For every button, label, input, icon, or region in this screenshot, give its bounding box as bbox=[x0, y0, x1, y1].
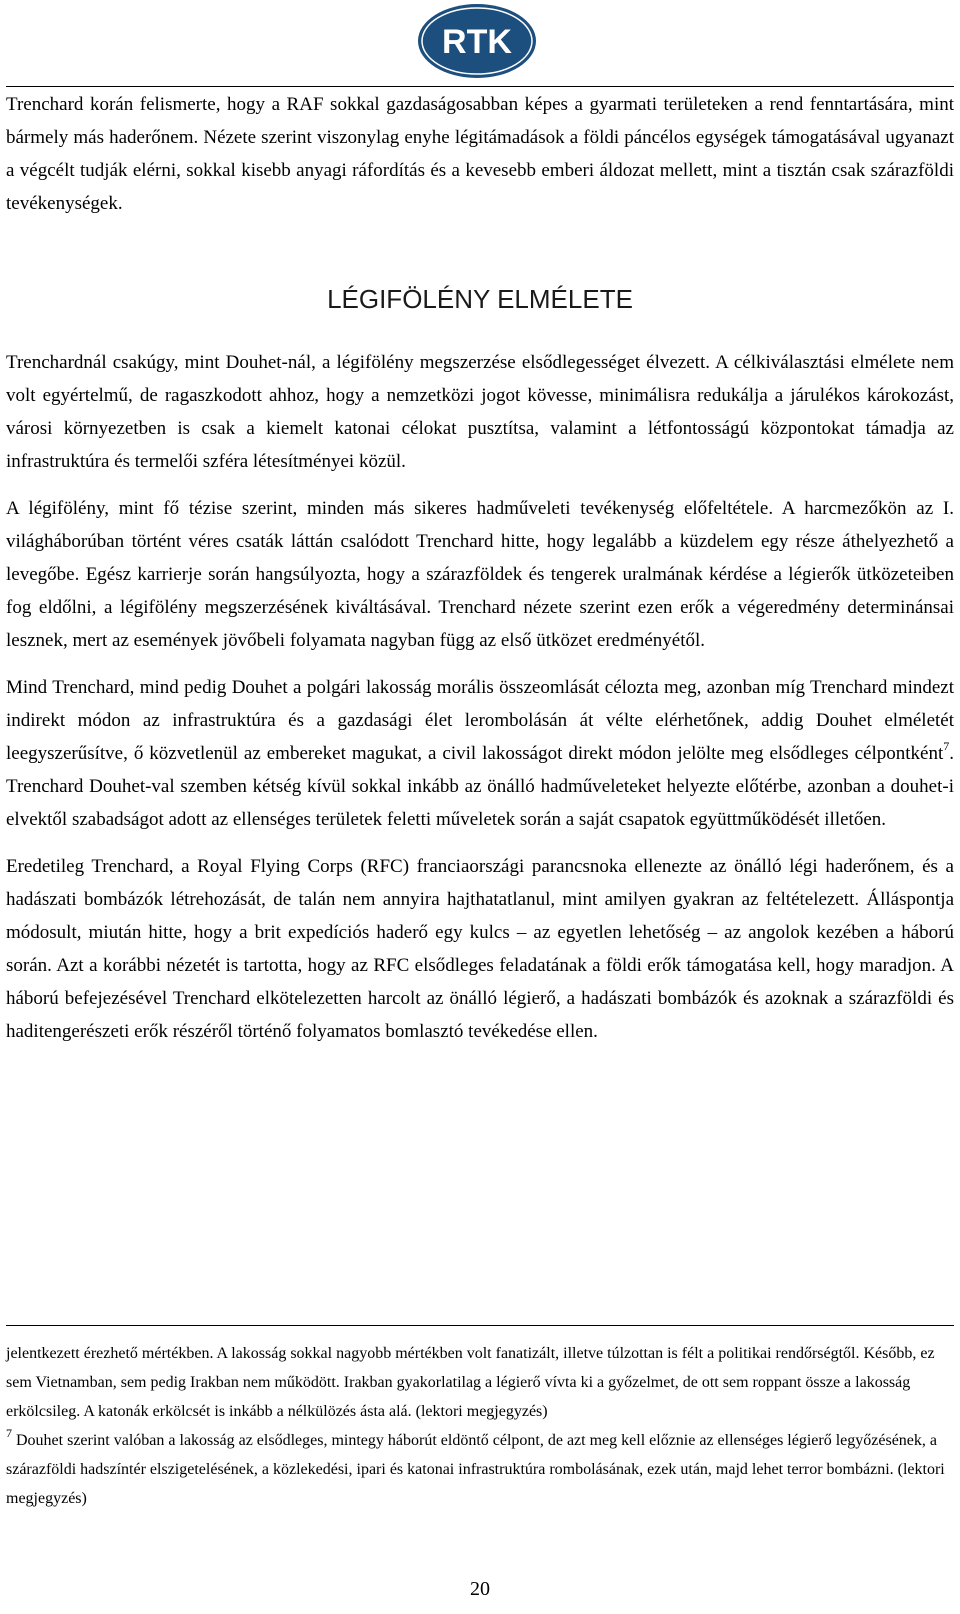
logo-text: RTK bbox=[442, 23, 512, 61]
footnote-divider bbox=[6, 1325, 954, 1326]
footnotes bbox=[6, 1339, 954, 1513]
footnote-7-marker: 7 bbox=[6, 1425, 12, 1440]
main-text bbox=[6, 88, 954, 234]
footnote-7 bbox=[6, 1426, 954, 1513]
rtk-logo-icon bbox=[416, 3, 538, 79]
paragraph-5: Eredetileg Trenchard, a Royal Flying Corps (RFC) franciaországi parancsnoka ellenezte az önálló légi haderőnem, és a hadászati bombázók létrehozását, de talán nem annyira hajthatatlanul, mint amilyen gyakran az feltételezett. Álláspontja módosult, miután hitte, hogy a brit expedíciós haderő egy kulcs – az egyetlen lehetőség – az angolok kezében a háború során. Azt a korábbi nézetét is tartotta, hogy az RFC elsődleges feladatának a földi erők támogatása kell, hogy maradjon. A háború befejezésével Trenchard elkötelezetten harcolt az önálló légierő, a hadászati bombázók és azoknak a szárazföldi és haditengerészeti erők részéről történő folyamatos bomlasztó tevékedése ellen. bbox=[6, 856, 954, 1042]
paragraph-4-part-b: . Trenchard Douhet-val szemben kétség kívül sokkal inkább az önálló hadműveleteket helyezte előtérbe, azonban a douhet-i elvektől szabadságot adott az ellenséges területek feletti műveletek során a saját csapatok együttműködését illetően. bbox=[6, 743, 954, 830]
section-text bbox=[6, 346, 954, 1062]
paragraph-4 bbox=[6, 671, 954, 836]
footnote-continued: jelentkezett érezhető mértékben. A lakosság sokkal nagyobb mértékben volt fanatizált, illetve túlzottan is félt a politikai rendőrségtől. Később, ez sem Vietnamban, sem pedig Irakban nem működött. Irakban gyakorlatilag a légierő vívta ki a győzelmet, de ott sem roppant össze a lakosság erkölcsileg. A katonák erkölcsét is inkább a nélkülözés ásta alá. (lektori megjegyzés) bbox=[6, 1345, 935, 1420]
section-heading: LÉGIFÖLÉNY ELMÉLETE bbox=[327, 284, 633, 314]
header-divider bbox=[6, 86, 954, 87]
rtk-logo bbox=[416, 3, 538, 79]
paragraph-3: A légifölény, mint fő tézise szerint, minden más sikeres hadműveleti tevékenység előfeltétele. A harcmezőkön az I. világháborúban történt véres csaták láttán csalódott Trenchard hitte, hogy legalább a küzdelem egy része áthelyezhető a levegőbe. Egész karrierje során hangsúlyozta, hogy a szárazföldek és tengerek uralmának kérdése a légierők ütközeteiben fog eldőlni, a légifölény megszerzésének kiváltásával. Trenchard nézete szerint ezen erők a végeredmény determinánsai lesznek, mert az események jövőbeli folyamata nagyban függ az első ütközet eredményétől. bbox=[6, 498, 954, 651]
footnote-ref-7: 7 bbox=[943, 738, 950, 753]
paragraph-4-part-a: Mind Trenchard, mind pedig Douhet a polgári lakosság morális összeomlását célozta meg, azonban míg Trenchard mindezt indirekt módon az infrastruktúra és a gazdasági élet lerombolásán át vélte elérhetőnek, addig Douhet elméletét leegyszerűsítve, ő közvetlenül az embereket magukat, a civil lakosságot direkt módon jelölte meg elsődleges célpontként bbox=[6, 677, 954, 764]
paragraph-2: Trenchardnál csakúgy, mint Douhet-nál, a légifölény megszerzése elsődlegességet élvezett. A célkiválasztási elmélete nem volt egyértelmű, de ragaszkodott ahhoz, hogy a nemzetközi jogot kövesse, minimálisra redukálja a járulékos károkozást, városi környezetben is csak a kiemelt katonai célokat pusztítsa, valamint a létfontosságú központokat támadja az infrastruktúra és termelői szféra létesítményei közül. bbox=[6, 352, 954, 472]
footnote-7-text: Douhet szerint valóban a lakosság az elsődleges, mintegy háborút eldöntő célpont, de azt meg kell előznie az ellenséges légierő legyőzésének, a szárazföldi hadszíntér elszigetelésének, a közlekedési, ipari és katonai infrastruktúra rombolásának, ezek után, majd lehet terror bombázni. (lektori megjegyzés) bbox=[6, 1432, 945, 1507]
paragraph-1: Trenchard korán felismerte, hogy a RAF sokkal gazdaságosabban képes a gyarmati területeken a rend fenntartására, mint bármely más haderőnem. Nézete szerint viszonylag enyhe légitámadások a földi páncélos egységek támogatásával ugyanazt a végcélt tudják elérni, sokkal kisebb anyagi ráfordítás és a kevesebb emberi áldozat mellett, mint a tisztán csak szárazföldi tevékenységek. bbox=[6, 94, 954, 214]
page-number: 20 bbox=[470, 1578, 490, 1600]
